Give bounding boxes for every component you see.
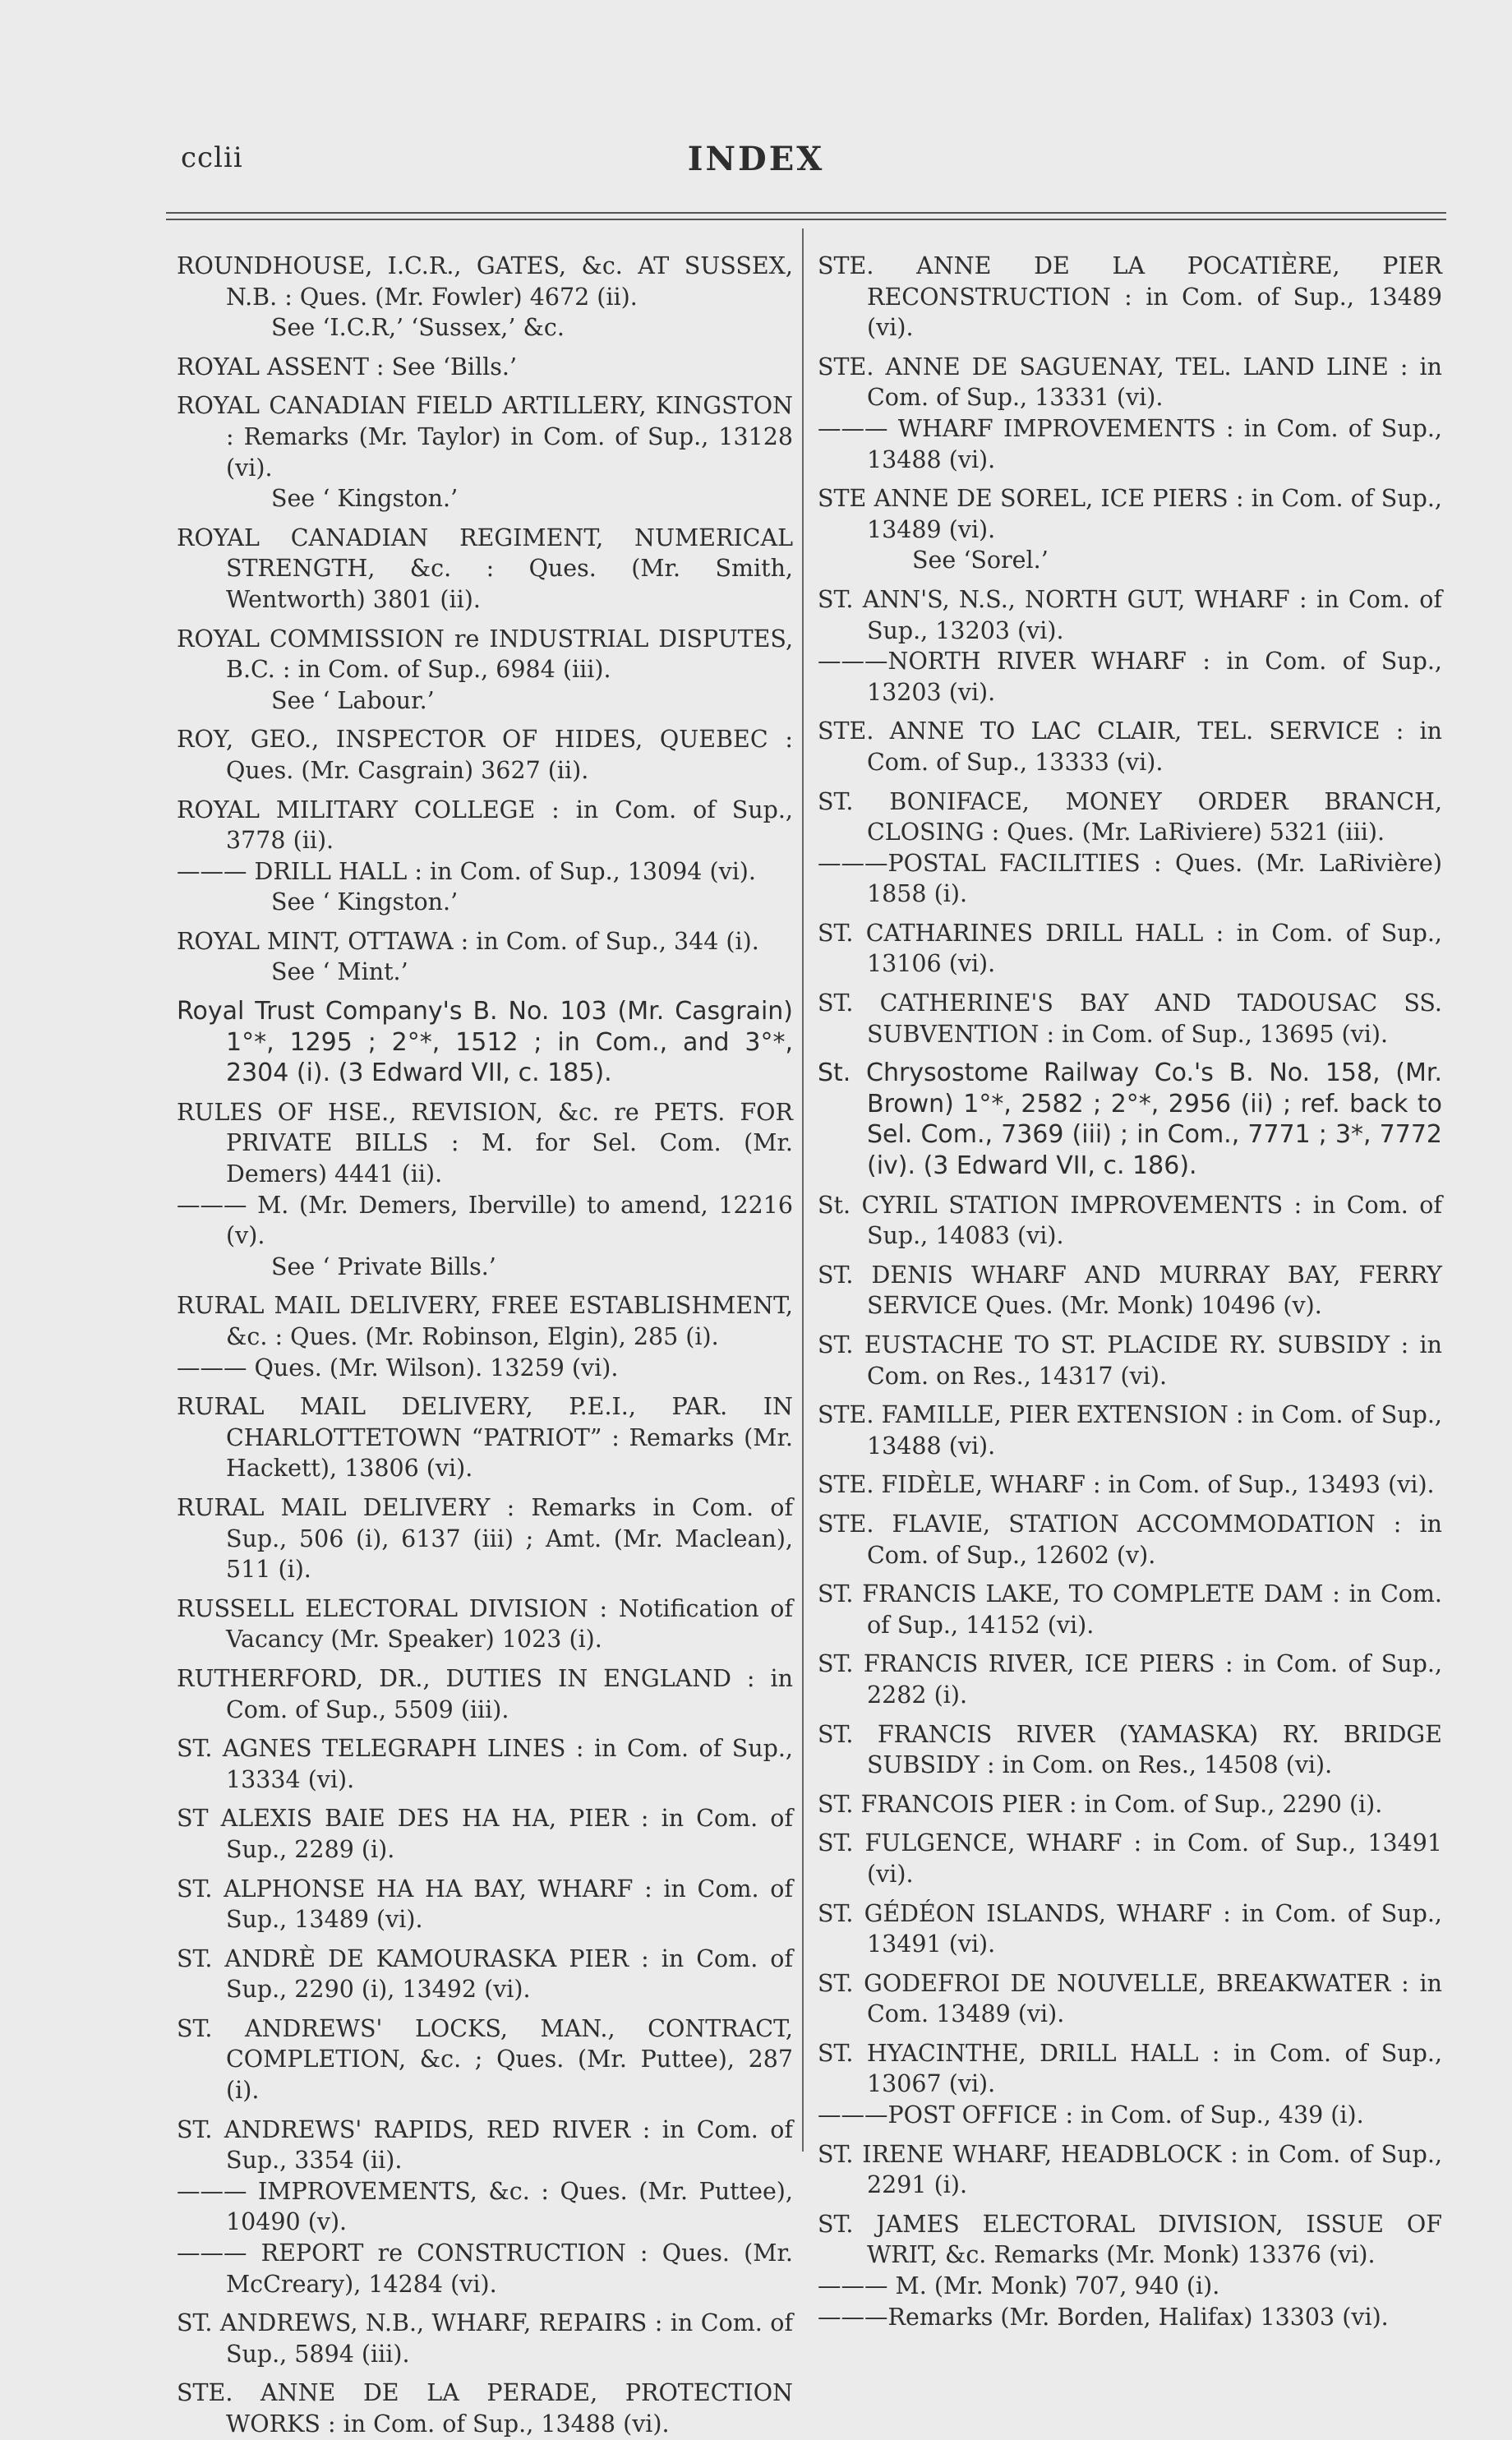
index-subentry: ——— M. (Mr. Demers, Iberville) to amend, 12216 (v). [177,1191,793,1250]
index-subentry: ———Remarks (Mr. Borden, Halifax) 13303 (vi). [818,2303,1389,2331]
cross-reference: See ‘ Labour.’ [271,686,435,714]
index-entry: RULES OF HSE., REVISION, &c. re PETS. FOR PRIVATE BILLS : M. for Sel. Com. (Mr. Demers) 4441 (ii). [177,1098,793,1188]
page-title: INDEX [687,140,825,178]
index-entry: ROYAL CANADIAN FIELD ARTILLERY, KINGSTON : Remarks (Mr. Taylor) in Com. of Sup., 13128 (vi). [177,392,793,482]
index-entry: ST. ANDREWS' RAPIDS, RED RIVER : in Com. of Sup., 3354 (ii). [177,2115,793,2175]
index-entry: STE. ANNE TO LAC CLAIR, TEL. SERVICE : in Com. of Sup., 13333 (vi). [818,717,1442,776]
index-entry: St. Chrysostome Railway Co.'s B. No. 158, (Mr. Brown) 1°*, 2582 ; 2°*, 2956 (ii) ; ref. back to Sel. Com., 7369 (iii) ; in Com., 7771 ; 3*, 7772 (iv). (3 Edward VII, c. 186). [818,1059,1442,1181]
cross-reference: See ‘ Private Bills.’ [271,1252,496,1280]
index-entry: ROYAL COMMISSION re INDUSTRIAL DISPUTES, B.C. : in Com. of Sup., 6984 (iii). [177,625,793,684]
index-entry: STE. ANNE DE LA POCATIÈRE, PIER RECONSTRUCTION : in Com. of Sup., 13489 (vi). [818,252,1442,342]
index-entry: ST. FRANCIS LAKE, TO COMPLETE DAM : in Com. of Sup., 14152 (vi). [818,1580,1442,1639]
index-entry: ST. JAMES ELECTORAL DIVISION, ISSUE OF WRIT, &c. Remarks (Mr. Monk) 13376 (vi). [818,2210,1442,2269]
left-column [177,251,793,2440]
index-entry: ST. CATHERINE'S BAY AND TADOUSAC SS. SUBVENTION : in Com. of Sup., 13695 (vi). [818,989,1442,1048]
index-entry: STE. FAMILLE, PIER EXTENSION : in Com. of Sup., 13488 (vi). [818,1401,1442,1460]
index-entry: ST. BONIFACE, MONEY ORDER BRANCH, CLOSING : Ques. (Mr. LaRiviere) 5321 (iii). [818,787,1442,846]
index-entry: ROUNDHOUSE, I.C.R., GATES, &c. AT SUSSEX, N.B. : Ques. (Mr. Fowler) 4672 (ii). [177,252,793,311]
cross-reference: See ‘ Mint.’ [271,958,408,986]
index-entry: RUTHERFORD, DR., DUTIES IN ENGLAND : in Com. of Sup., 5509 (iii). [177,1664,793,1723]
header-rule-lower [166,219,1446,220]
index-entry: RURAL MAIL DELIVERY, P.E.I., PAR. IN CHARLOTTETOWN “PATRIOT” : Remarks (Mr. Hackett), 13806 (vi). [177,1393,793,1483]
index-subentry: ———POSTAL FACILITIES : Ques. (Mr. LaRivière) 1858 (i). [818,849,1442,908]
index-subentry: ———NORTH RIVER WHARF : in Com. of Sup., 13203 (vi). [818,648,1442,706]
header-rule [166,212,1446,214]
index-entry: RURAL MAIL DELIVERY : Remarks in Com. of Sup., 506 (i), 6137 (iii) ; Amt. (Mr. Maclean), 511 (i). [177,1493,793,1584]
index-entry: STE. FLAVIE, STATION ACCOMMODATION : in Com. of Sup., 12602 (v). [818,1510,1442,1569]
index-subentry: ——— Ques. (Mr. Wilson). 13259 (vi). [177,1354,619,1381]
index-subentry: ——— REPORT re CONSTRUCTION : Ques. (Mr. McCreary), 14284 (vi). [177,2239,793,2298]
index-entry: Royal Trust Company's B. No. 103 (Mr. Casgrain) 1°*, 1295 ; 2°*, 1512 ; in Com., and 3°*, 2304 (i). (3 Edward VII, c. 185). [177,997,793,1088]
index-entry: ST. EUSTACHE TO ST. PLACIDE RY. SUBSIDY : in Com. on Res., 14317 (vi). [818,1331,1442,1390]
index-entry: STE. FIDÈLE, WHARF : in Com. of Sup., 13493 (vi). [818,1471,1435,1499]
index-entry: ROYAL CANADIAN REGIMENT, NUMERICAL STRENGTH, &c. : Ques. (Mr. Smith, Wentworth) 3801 (ii). [177,524,793,613]
index-entry: ST. CATHARINES DRILL HALL : in Com. of Sup., 13106 (vi). [818,919,1442,978]
index-entry: ST. GÉDÉON ISLANDS, WHARF : in Com. of Sup., 13491 (vi). [818,1899,1442,1958]
index-entry: ST. IRENE WHARF, HEADBLOCK : in Com. of Sup., 2291 (i). [818,2140,1442,2199]
index-subentry: ——— DRILL HALL : in Com. of Sup., 13094 (vi). [177,857,756,885]
column-separator [802,228,804,2152]
index-entry: ST. ANN'S, N.S., NORTH GUT, WHARF : in Com. of Sup., 13203 (vi). [818,585,1442,644]
index-entry: STE. ANNE DE LA PERADE, PROTECTION WORKS : in Com. of Sup., 13488 (vi). [177,2379,793,2438]
index-entry: ROY, GEO., INSPECTOR OF HIDES, QUEBEC : Ques. (Mr. Casgrain) 3627 (ii). [177,726,793,784]
index-subentry: ——— IMPROVEMENTS, &c. : Ques. (Mr. Puttee), 10490 (v). [177,2177,793,2236]
index-entry: ST. ANDREWS' LOCKS, MAN., CONTRACT, COMPLETION, &c. ; Ques. (Mr. Puttee), 287 (i). [177,2014,793,2105]
index-subentry: ——— M. (Mr. Monk) 707, 940 (i). [818,2272,1220,2300]
index-entry: ST. FRANCIS RIVER, ICE PIERS : in Com. of Sup., 2282 (i). [818,1650,1442,1709]
index-entry: ROYAL MINT, OTTAWA : in Com. of Sup., 344 (i). [177,927,759,955]
index-entry: ST. DENIS WHARF AND MURRAY BAY, FERRY SERVICE Ques. (Mr. Monk) 10496 (v). [818,1261,1442,1320]
index-entry: ST. FRANCOIS PIER : in Com. of Sup., 2290 (i). [818,1790,1383,1818]
right-column [818,251,1442,2332]
index-entry: ST. ALPHONSE HA HA BAY, WHARF : in Com. of Sup., 13489 (vi). [177,1875,793,1934]
index-subentry: ———POST OFFICE : in Com. of Sup., 439 (i). [818,2101,1364,2129]
index-entry: ST. FULGENCE, WHARF : in Com. of Sup., 13491 (vi). [818,1829,1442,1888]
cross-reference: See ‘ Kingston.’ [271,888,459,916]
index-entry: ST. ANDREWS, N.B., WHARF, REPAIRS : in Com. of Sup., 5894 (iii). [177,2309,793,2368]
page-folio: cclii [181,141,243,174]
index-entry: St. CYRIL STATION IMPROVEMENTS : in Com. of Sup., 14083 (vi). [818,1191,1442,1250]
index-entry: ST. GODEFROI DE NOUVELLE, BREAKWATER : in Com. 13489 (vi). [818,1969,1442,2028]
index-entry: STE ANNE DE SOREL, ICE PIERS : in Com. of Sup., 13489 (vi). [818,485,1442,543]
index-subentry: ——— WHARF IMPROVEMENTS : in Com. of Sup., 13488 (vi). [818,414,1442,473]
index-entry: RURAL MAIL DELIVERY, FREE ESTABLISHMENT, &c. : Ques. (Mr. Robinson, Elgin), 285 (i). [177,1292,793,1350]
index-entry: ST. ANDRÈ DE KAMOURASKA PIER : in Com. of Sup., 2290 (i), 13492 (vi). [177,1944,793,2004]
cross-reference: See ‘Sorel.’ [912,547,1049,574]
index-entry: ST. AGNES TELEGRAPH LINES : in Com. of Sup., 13334 (vi). [177,1735,793,1793]
index-entry: ROYAL MILITARY COLLEGE : in Com. of Sup., 3778 (ii). [177,796,793,855]
cross-reference: See ‘ Kingston.’ [271,485,459,513]
index-entry: RUSSELL ELECTORAL DIVISION : Notification of Vacancy (Mr. Speaker) 1023 (i). [177,1594,793,1654]
index-entry: ST. HYACINTHE, DRILL HALL : in Com. of Sup., 13067 (vi). [818,2039,1442,2098]
cross-reference: See ‘I.C.R,’ ‘Sussex,’ &c. [271,314,565,342]
index-entry: ST. FRANCIS RIVER (YAMASKA) RY. BRIDGE SUBSIDY : in Com. on Res., 14508 (vi). [818,1720,1442,1779]
index-entry: ROYAL ASSENT : See ‘Bills.’ [177,353,518,381]
index-entry: ST ALEXIS BAIE DES HA HA, PIER : in Com. of Sup., 2289 (i). [177,1805,793,1863]
index-entry: STE. ANNE DE SAGUENAY, TEL. LAND LINE : in Com. of Sup., 13331 (vi). [818,353,1442,412]
